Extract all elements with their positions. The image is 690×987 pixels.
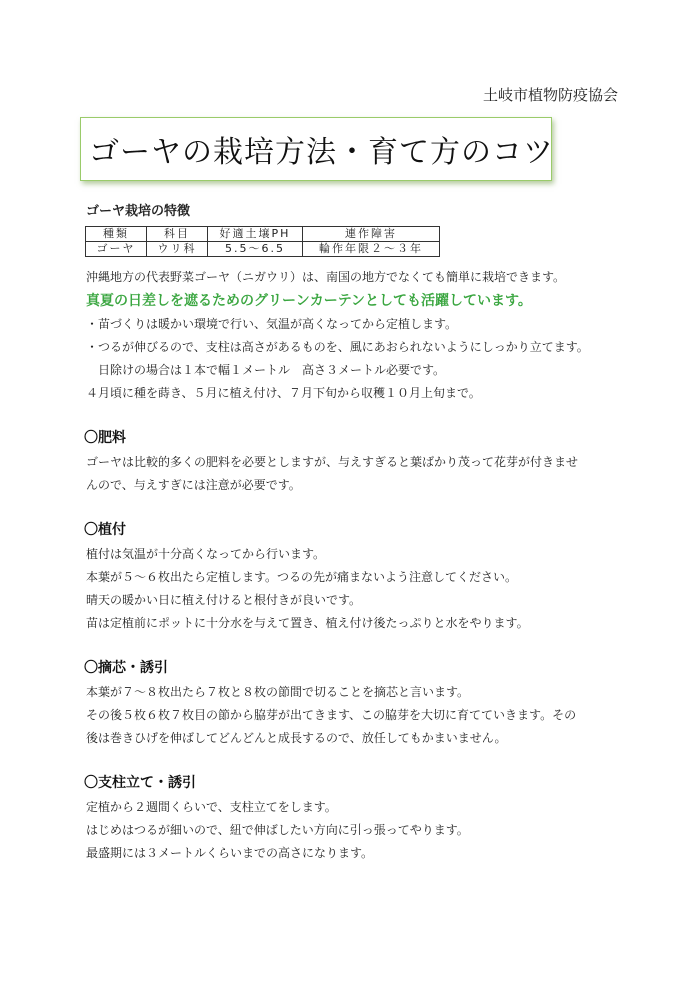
- cell-type: ゴーヤ: [86, 242, 147, 257]
- title-box: [80, 117, 552, 181]
- section-pinching: [86, 657, 626, 750]
- header-cell-ph: 好適土壌PH: [208, 227, 303, 242]
- cell-rotation: 輪作年限２〜３年: [303, 242, 440, 257]
- intro-line: ・苗づくりは暖かい環境で行い、気温が高くなってから定植します。: [86, 317, 458, 331]
- section-line: ゴーヤは比較的多くの肥料を必要としますが、与えすぎると葉ばかり茂って花芽が付きませ: [86, 455, 579, 469]
- header-cell-family: 科目: [147, 227, 208, 242]
- features-data-row: [86, 242, 440, 257]
- content: [86, 266, 626, 865]
- section-fertilizer: [86, 427, 626, 497]
- section-line: 晴天の暖かい日に植え付けると根付きが良いです。: [86, 593, 362, 607]
- intro-line: 沖縄地方の代表野菜ゴーヤ（ニガウリ）は、南国の地方でなくても簡単に栽培できます。: [86, 270, 566, 284]
- section-line: 後は巻きひげを伸ばしてどんどんと成長するので、放任してもかまいません。: [86, 731, 507, 745]
- features-header-row: [86, 227, 440, 242]
- cell-ph: 5.5〜6.5: [208, 242, 303, 257]
- section-line: はじめはつるが細いので、紐で伸ばしたい方向に引っ張ってやります。: [86, 823, 469, 837]
- features-table: [85, 226, 440, 257]
- section-line: その後５枚６枚７枚目の節から脇芽が出てきます、この脇芽を大切に育てていきます。その: [86, 708, 577, 722]
- section-heading: 〇肥料: [84, 430, 126, 446]
- section-support: [86, 772, 626, 865]
- page-title: ゴーヤの栽培方法・育て方のコツ: [89, 135, 554, 170]
- section-line: んので、与えすぎには注意が必要です。: [86, 478, 301, 492]
- section-line: 本葉が５〜６枚出たら定植します。つるの先が痛まないよう注意してください。: [86, 570, 518, 584]
- section-heading: 〇植付: [84, 522, 126, 538]
- header-cell-rotation: 連作障害: [303, 227, 440, 242]
- section-line: 最盛期には３メートルくらいまでの高さになります。: [86, 846, 374, 860]
- cell-family: ウリ科: [147, 242, 208, 257]
- section-line: 苗は定植前にポットに十分水を与えて置き、植え付け後たっぷりと水をやります。: [86, 616, 529, 630]
- organization-name: 土岐市植物防疫協会: [482, 86, 618, 104]
- section-heading: 〇摘芯・誘引: [84, 660, 168, 676]
- section-line: 本葉が７〜８枚出たら７枚と８枚の節間で切ることを摘芯と言います。: [86, 685, 470, 699]
- section-line: 定植から２週間くらいで、支柱立てをします。: [86, 800, 337, 814]
- section-planting: [86, 519, 626, 635]
- section-heading: 〇支柱立て・誘引: [84, 775, 196, 791]
- section-line: 植付は気温が十分高くなってから行います。: [86, 547, 326, 561]
- highlight-line: 真夏の日差しを遮るためのグリーンカーテンとしても活躍しています。: [86, 293, 532, 309]
- intro-line: ・つるが伸びるので、支柱は高さがあるものを、風にあおられないようにしっかり立てます。: [86, 340, 589, 354]
- features-heading: ゴーヤ栽培の特徴: [86, 204, 191, 219]
- header-cell-type: 種類: [86, 227, 147, 242]
- intro-line: 日除けの場合は１本で幅１メートル 高さ３メートル必要です。: [98, 363, 446, 377]
- intro-line: ４月頃に種を蒔き、５月に植え付け、７月下旬から収穫１０月上旬まで。: [86, 386, 481, 400]
